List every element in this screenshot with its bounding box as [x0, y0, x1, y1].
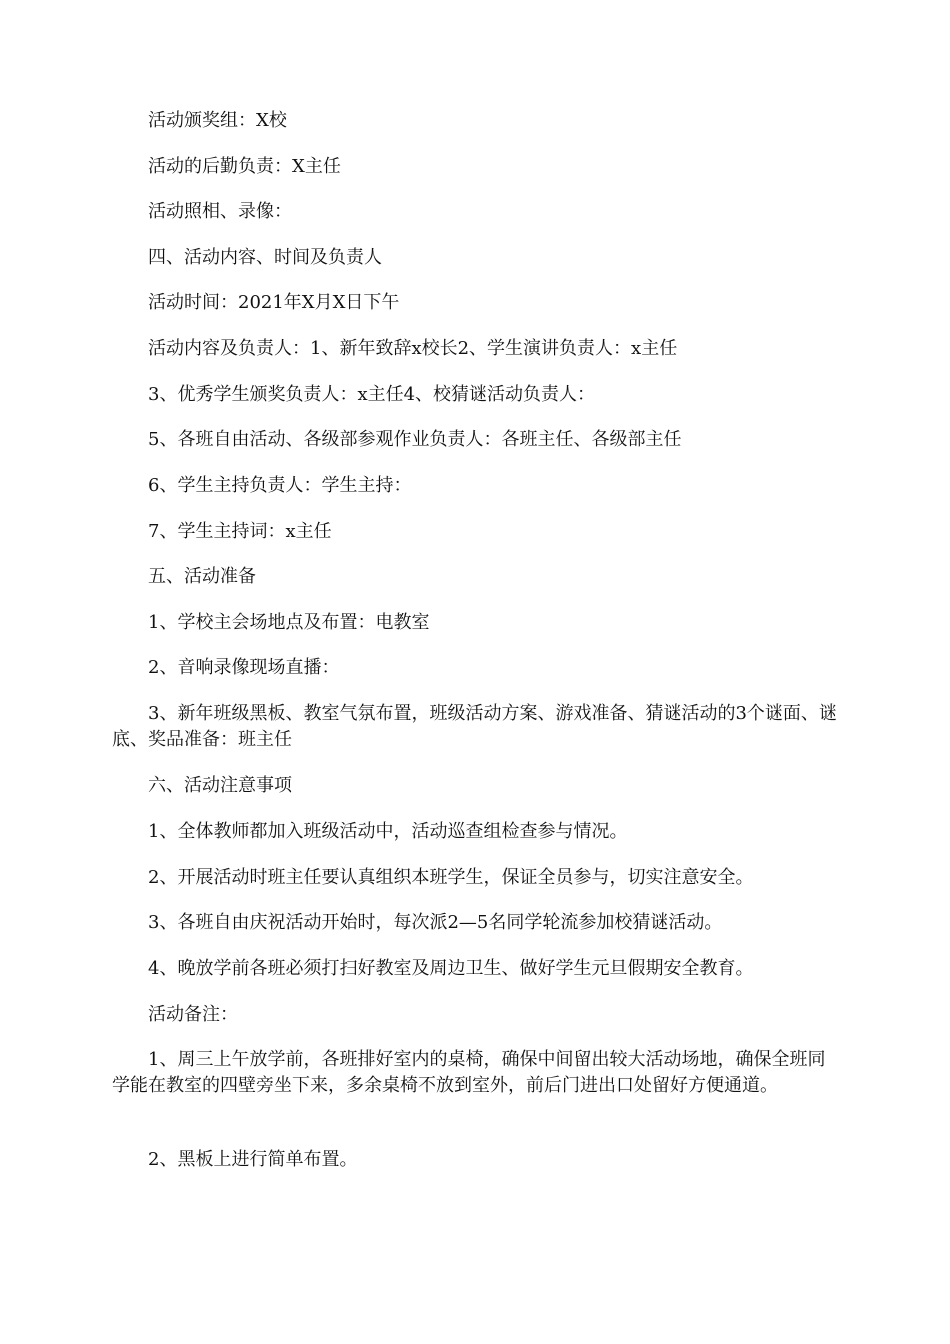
section-heading-6: 六、活动注意事项	[148, 775, 292, 796]
line-activity-time: 活动时间：2021年X月X日下午	[148, 292, 400, 313]
line-note-3: 3、各班自由庆祝活动开始时，每次派2—5名同学轮流参加校猜谜活动。	[148, 912, 723, 933]
section-heading-5: 五、活动准备	[148, 566, 256, 587]
line-prep-1: 1、学校主会场地点及布置：电教室	[148, 612, 430, 633]
line-note-1: 1、全体教师都加入班级活动中，活动巡查组检查参与情况。	[148, 821, 628, 842]
line-content-3: 3、优秀学生颁奖负责人：x主任4、校猜谜活动负责人：	[148, 384, 596, 405]
line-remark-2: 2、黑板上进行简单布置。	[148, 1149, 358, 1170]
line-logistics: 活动的后勤负责：X主任	[148, 156, 341, 177]
line-content-6: 6、学生主持负责人：学生主持：	[148, 475, 412, 496]
line-prep-2: 2、音响录像现场直播：	[148, 657, 340, 678]
line-award-group: 活动颁奖组：X校	[148, 110, 287, 131]
section-heading-4: 四、活动内容、时间及负责人	[148, 247, 382, 268]
paragraph-prep-3: 3、新年班级黑板、教室气氛布置，班级活动方案、游戏准备、猜谜活动的3个谜面、谜底、奖品准备：班主任	[112, 703, 837, 750]
line-content-1: 活动内容及负责人：1、新年致辞x校长2、学生演讲负责人：x主任	[148, 338, 678, 359]
remarks-heading: 活动备注：	[148, 1004, 238, 1025]
line-content-7: 7、学生主持词：x主任	[148, 521, 332, 542]
line-content-5: 5、各班自由活动、各级部参观作业负责人：各班主任、各级部主任	[148, 429, 682, 450]
paragraph-remark-1: 1、周三上午放学前，各班排好室内的桌椅，确保中间留出较大活动场地，确保全班同学能在教室的四壁旁坐下来，多余桌椅不放到室外，前后门进出口处留好方便通道。	[112, 1049, 826, 1096]
line-note-2: 2、开展活动时班主任要认真组织本班学生，保证全员参与，切实注意安全。	[148, 867, 754, 888]
line-photo-video: 活动照相、录像：	[148, 201, 292, 222]
line-note-4: 4、晚放学前各班必须打扫好教室及周边卫生、做好学生元旦假期安全教育。	[148, 958, 754, 979]
